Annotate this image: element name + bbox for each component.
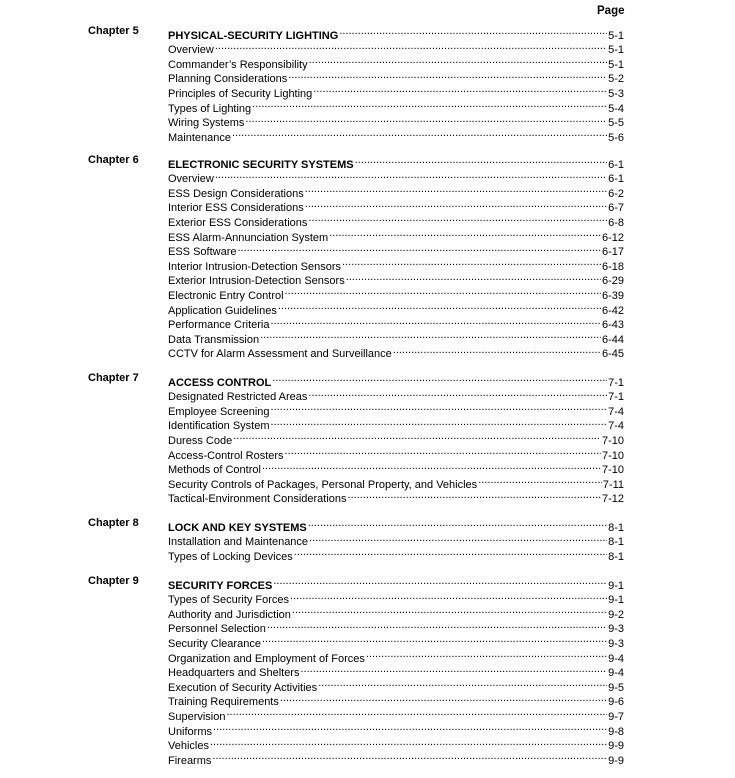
entry-title: Exterior Intrusion-Detection Sensors xyxy=(168,275,345,288)
dot-leader xyxy=(237,241,600,256)
page-number: 6-17 xyxy=(601,246,624,259)
page-number: 5-6 xyxy=(608,131,624,144)
entry-title: Electronic Entry Control xyxy=(168,289,284,302)
dot-leader xyxy=(308,211,607,226)
toc-entry[interactable] xyxy=(168,182,624,200)
entry-title: CCTV for Alarm Assessment and Surveillance xyxy=(168,348,392,361)
chapter-title: LOCK AND KEY SYSTEMS xyxy=(168,521,307,534)
dot-leader xyxy=(262,632,607,647)
dot-leader xyxy=(294,545,607,560)
page-number: 7-10 xyxy=(601,434,624,447)
chapter-heading-row[interactable] xyxy=(168,153,624,171)
dot-leader xyxy=(318,676,607,691)
entry-title: Authority and Jurisdiction xyxy=(168,608,291,621)
entry-title: Overview xyxy=(168,44,214,57)
page-number: 7-10 xyxy=(601,449,624,462)
dot-leader xyxy=(213,720,607,735)
entry-title: Vehicles xyxy=(168,740,209,753)
toc-entry[interactable] xyxy=(168,444,624,462)
entry-title: Planning Considerations xyxy=(168,73,288,86)
page-number: 6-7 xyxy=(608,202,624,215)
page-number: 8-1 xyxy=(608,536,624,549)
dot-leader xyxy=(366,647,607,662)
entry-title: Uniforms xyxy=(168,725,213,738)
dot-leader xyxy=(300,662,607,677)
entry-title: Security Clearance xyxy=(168,637,261,650)
chapter-label: Chapter 6 xyxy=(88,154,139,166)
toc-entry[interactable] xyxy=(168,429,624,447)
dot-leader xyxy=(280,691,607,706)
dot-leader xyxy=(313,82,607,97)
page-number: 6-12 xyxy=(601,231,624,244)
dot-leader xyxy=(232,126,607,141)
entry-title: Application Guidelines xyxy=(168,304,277,317)
entry-title: Identification System xyxy=(168,420,270,433)
dot-leader xyxy=(267,618,607,633)
chapter-entries xyxy=(168,516,624,563)
chapter-heading-row[interactable] xyxy=(168,574,624,592)
dot-leader xyxy=(210,735,607,750)
dot-leader xyxy=(271,400,608,415)
toc-entry[interactable] xyxy=(168,749,624,767)
dot-leader xyxy=(278,299,601,314)
dot-leader xyxy=(305,197,607,212)
entry-title: Access-Control Rosters xyxy=(168,449,284,462)
entry-title: Headquarters and Shelters xyxy=(168,667,300,680)
dot-leader xyxy=(285,284,601,299)
entry-title: Principles of Security Lighting xyxy=(168,87,313,100)
toc-entry[interactable] xyxy=(168,168,624,186)
page-number: 5-4 xyxy=(608,102,624,115)
toc-entry[interactable] xyxy=(168,39,624,57)
dot-leader xyxy=(285,444,601,459)
dot-leader xyxy=(270,314,600,329)
entry-title: Execution of Security Activities xyxy=(168,681,318,694)
entry-title: Training Requirements xyxy=(168,696,279,709)
entry-title: Supervision xyxy=(168,710,226,723)
page-number: 9-1 xyxy=(608,579,624,592)
page-number: 7-4 xyxy=(608,420,624,433)
toc-entry[interactable] xyxy=(168,720,624,738)
dot-leader xyxy=(309,53,607,68)
chapter-label: Chapter 7 xyxy=(88,372,139,384)
page-number: 5-1 xyxy=(608,44,624,57)
chapter-entries xyxy=(168,153,624,361)
chapter-entries xyxy=(168,371,624,506)
page-number: 6-43 xyxy=(601,319,624,332)
page-number: 6-29 xyxy=(601,275,624,288)
page-number: 9-3 xyxy=(608,623,624,636)
entry-title: Organization and Employment of Forces xyxy=(168,652,365,665)
entry-title: Methods of Control xyxy=(168,464,261,477)
toc-entry[interactable] xyxy=(168,705,624,723)
dot-leader xyxy=(271,415,608,430)
dot-leader xyxy=(226,705,607,720)
entry-title: Interior Intrusion-Detection Sensors xyxy=(168,260,342,273)
entry-title: Wiring Systems xyxy=(168,117,245,130)
entry-title: Firearms xyxy=(168,754,212,767)
page-number: 6-42 xyxy=(601,304,624,317)
entry-title: Types of Security Forces xyxy=(168,594,290,607)
page-number: 6-18 xyxy=(601,260,624,273)
entry-title: Security Controls of Packages, Personal Property, and Vehicles xyxy=(168,478,478,491)
dot-leader xyxy=(305,182,607,197)
page-number: 6-8 xyxy=(608,216,624,229)
chapter-title: ACCESS CONTROL xyxy=(168,376,272,389)
page-number: 7-1 xyxy=(608,391,624,404)
page-number: 7-12 xyxy=(601,493,624,506)
page-number: 5-2 xyxy=(608,73,624,86)
page-number: 9-8 xyxy=(608,725,624,738)
dot-leader xyxy=(288,68,607,83)
entry-title: ESS Software xyxy=(168,246,237,259)
dot-leader xyxy=(245,112,607,127)
dot-leader xyxy=(329,226,601,241)
page-number: 7-1 xyxy=(608,376,624,389)
page-number: 9-4 xyxy=(608,652,624,665)
entry-title: Duress Code xyxy=(168,434,233,447)
chapter-title: ELECTRONIC SECURITY SYSTEMS xyxy=(168,158,354,171)
page-number: 9-5 xyxy=(608,681,624,694)
chapter-label: Chapter 5 xyxy=(88,25,139,37)
page-number: 9-1 xyxy=(608,594,624,607)
page-number: 9-4 xyxy=(608,667,624,680)
entry-title: Employee Screening xyxy=(168,405,270,418)
page-number: 5-1 xyxy=(608,58,624,71)
page-number: 6-1 xyxy=(608,158,624,171)
toc-entry[interactable] xyxy=(168,735,624,753)
dot-leader xyxy=(272,371,607,386)
entry-title: ESS Design Considerations xyxy=(168,187,304,200)
page-number: 6-44 xyxy=(601,333,624,346)
page-number: 5-3 xyxy=(608,87,624,100)
entry-title: Overview xyxy=(168,173,214,186)
entry-title: Commander’s Responsibility xyxy=(168,58,308,71)
dot-leader xyxy=(273,574,607,589)
toc-entry[interactable] xyxy=(168,53,624,71)
dot-leader xyxy=(252,97,607,112)
page-number: 9-6 xyxy=(608,696,624,709)
entry-title: Maintenance xyxy=(168,131,231,144)
dot-leader xyxy=(292,603,607,618)
entry-title: ESS Alarm-Annunciation System xyxy=(168,231,329,244)
dot-leader xyxy=(308,516,607,531)
entry-title: Tactical-Environment Considerations xyxy=(168,493,347,506)
dot-leader xyxy=(290,589,607,604)
dot-leader xyxy=(215,168,607,183)
page-number: 8-1 xyxy=(608,550,624,563)
page-number: 6-39 xyxy=(601,289,624,302)
chapter-title: SECURITY FORCES xyxy=(168,579,273,592)
page-number: 5-1 xyxy=(608,29,624,42)
entry-title: Types of Lighting xyxy=(168,102,252,115)
page-number: 9-9 xyxy=(608,740,624,753)
toc-entry[interactable] xyxy=(168,126,624,144)
dot-leader xyxy=(212,749,607,764)
entry-title: Data Transmission xyxy=(168,333,260,346)
dot-leader xyxy=(393,343,601,358)
page-number: 6-45 xyxy=(601,348,624,361)
entry-title: Designated Restricted Areas xyxy=(168,391,308,404)
entry-title: Installation and Maintenance xyxy=(168,536,309,549)
dot-leader xyxy=(260,328,601,343)
dot-leader xyxy=(309,531,607,546)
page-number: 9-2 xyxy=(608,608,624,621)
dot-leader xyxy=(215,39,607,54)
chapter-heading-row[interactable] xyxy=(168,24,624,42)
page-number: 9-7 xyxy=(608,710,624,723)
chapter-label: Chapter 9 xyxy=(88,575,139,587)
page-number: 6-2 xyxy=(608,187,624,200)
chapter-heading-row[interactable] xyxy=(168,516,624,534)
page-number: 9-3 xyxy=(608,637,624,650)
page-column-header: Page xyxy=(597,5,625,17)
dot-leader xyxy=(233,429,601,444)
page-number: 8-1 xyxy=(608,521,624,534)
entry-title: Exterior ESS Considerations xyxy=(168,216,308,229)
entry-title: Personnel Selection xyxy=(168,623,266,636)
page-number: 6-1 xyxy=(608,173,624,186)
chapter-entries xyxy=(168,574,624,767)
page-number: 5-5 xyxy=(608,117,624,130)
dot-leader xyxy=(348,488,601,503)
dot-leader xyxy=(355,153,607,168)
dot-leader xyxy=(342,255,601,270)
dot-leader xyxy=(346,270,601,285)
chapter-title: PHYSICAL-SECURITY LIGHTING xyxy=(168,29,339,42)
entry-title: Types of Locking Devices xyxy=(168,550,293,563)
entry-title: Interior ESS Considerations xyxy=(168,202,304,215)
dot-leader xyxy=(262,459,601,474)
chapter-entries xyxy=(168,24,624,144)
page-number: 7-11 xyxy=(602,478,624,491)
page-number: 9-9 xyxy=(608,754,624,767)
dot-leader xyxy=(339,24,607,39)
chapter-label: Chapter 8 xyxy=(88,517,139,529)
chapter-heading-row[interactable] xyxy=(168,371,624,389)
dot-leader xyxy=(478,473,602,488)
page-number: 7-4 xyxy=(608,405,624,418)
page-number: 7-10 xyxy=(601,464,624,477)
dot-leader xyxy=(308,386,607,401)
entry-title: Performance Criteria xyxy=(168,319,270,332)
